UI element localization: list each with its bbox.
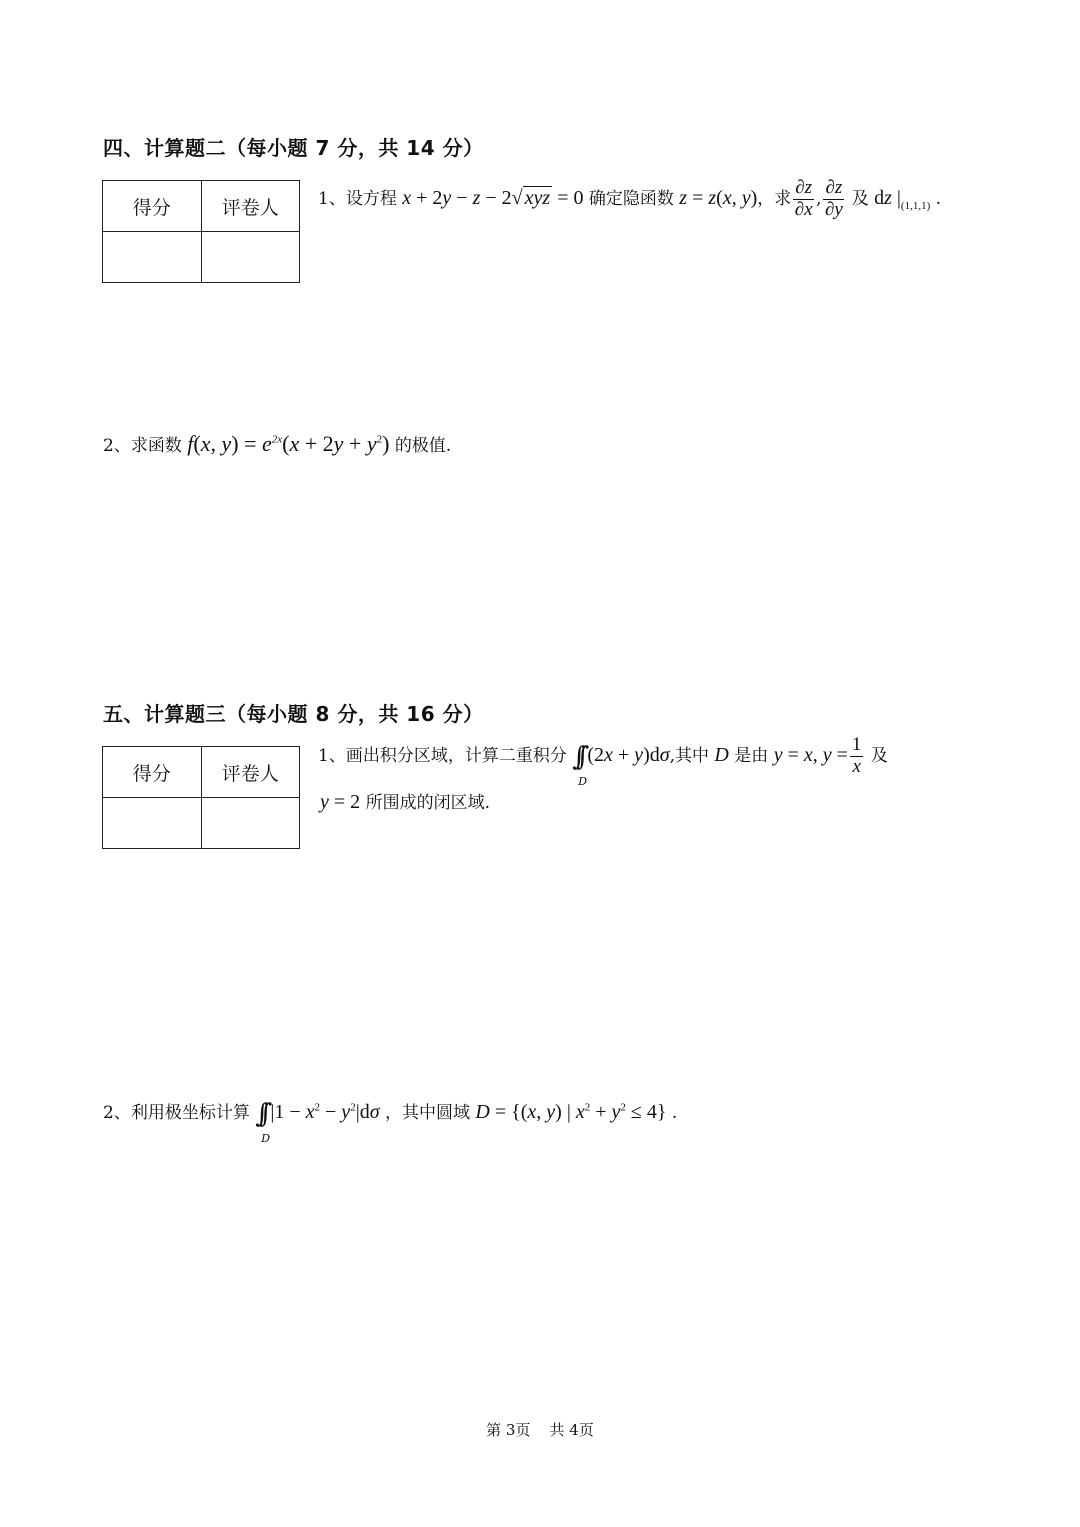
score-header: 得分: [103, 747, 202, 798]
boundary-line: y = 2: [320, 791, 361, 813]
section-5-title: 五、计算题三（每小题 8 分，共 16 分）: [103, 702, 484, 726]
function-expression: f(x, $y) = e^{2x}(x + 2y + y^2)$: [187, 431, 390, 456]
score-header: 得分: [103, 181, 202, 232]
implicit-function: z = z(x, y): [679, 186, 758, 209]
grader-header: 评卷人: [201, 747, 300, 798]
grader-cell: [201, 798, 300, 849]
boundary-curves: y = x, y =: [773, 743, 848, 766]
integrand: (2x + y)dσ: [587, 743, 670, 766]
grader-cell: [201, 232, 300, 283]
question-text: 的极值.: [394, 436, 452, 456]
question-text: 1、画出积分区域，计算二重积分: [318, 745, 567, 766]
question-5-2: [103, 1098, 678, 1145]
question-text: 确定隐函数: [588, 188, 674, 209]
double-integral: ∫∫ D: [255, 1099, 271, 1145]
section-4-title: 四、计算题二（每小题 7 分，共 14 分）: [103, 136, 484, 160]
question-text: 2、求函数: [103, 436, 182, 456]
question-text: ，求: [757, 188, 792, 209]
question-text: ，其中圆域: [384, 1103, 470, 1123]
question-text: ,其中: [669, 745, 710, 766]
question-4-1: 1、设方程 x + 2y − z − 2√ xyz = 0 确定隐函数 z = z(x, y)，求 $\frac{\partial z}{\partial x}$ , $\frac{\partial z}{\partial y}$ 及 dz $|_{(1,1,1)}$ .: [318, 177, 942, 220]
total-differential: dz $|_{(1,1,1)}$: [874, 186, 931, 212]
question-text: 及: [870, 745, 888, 766]
region-d: D: [714, 743, 729, 766]
score-cell: [103, 232, 202, 283]
question-text: 2、利用极坐标计算: [103, 1103, 250, 1123]
score-table-4: [102, 180, 300, 283]
page-footer: [0, 1419, 1080, 1440]
question-5-1-line2: [320, 790, 490, 815]
equation: x + 2y − z − 2√ xyz = 0: [402, 186, 584, 209]
one-over-x: $\frac{1}{x}$: [851, 734, 862, 777]
question-5-1: [318, 734, 888, 788]
question-4-2: [103, 430, 451, 458]
partial-z-x: $\frac{\partial z}{\partial x}$: [794, 177, 813, 220]
disk-region: D = {(x, y) | $x^2 + y^2 \le 4$}: [475, 1101, 667, 1123]
question-text: 是由: [734, 745, 769, 766]
score-table-5: [102, 746, 300, 849]
grader-header: 评卷人: [201, 181, 300, 232]
question-text: 及: [851, 188, 869, 209]
page-total: 共 4页: [549, 1421, 594, 1439]
question-text: .: [671, 1103, 678, 1123]
page-number: 第 3页: [486, 1421, 531, 1439]
integrand: $|1 - x^2 - y^2|d\sigma$: [270, 1101, 380, 1123]
question-text: 所围成的闭区域.: [365, 793, 490, 813]
double-integral: ∫∫ D: [572, 741, 588, 788]
partial-z-y: $\frac{\partial z}{\partial y}$: [824, 177, 843, 220]
question-text: 1、设方程: [318, 188, 397, 209]
score-cell: [103, 798, 202, 849]
question-text: .: [935, 188, 942, 209]
